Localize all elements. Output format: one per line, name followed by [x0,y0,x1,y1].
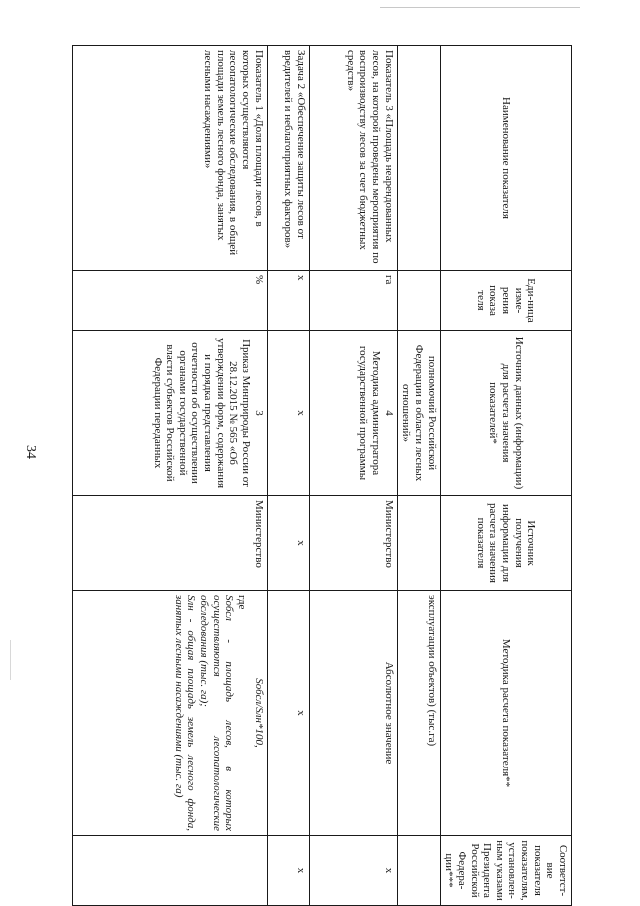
cell-compliance: х [267,836,309,906]
column-number: 3 [252,410,265,416]
header-method: Методика расчета показателя** [440,591,571,836]
cell-info-source: х [267,496,309,591]
method-variable-s2: Sлн - общая площадь земель лесного фонда, занятых лесными насаждениями (тыс. га) [172,595,198,831]
cell-name: Задача 2 «Обеспечение защиты лесов от вредителей и неблагоприятных факторов» [267,46,309,271]
cell-compliance [73,836,268,906]
header-unit: Еди-ница изме-рения показа теля [440,271,571,331]
header-name: Наименование показателя [440,46,571,271]
table-row [397,46,440,906]
cell-source-data: полномочий Российской Федерации в области лесных отношений» [397,331,440,496]
cell-compliance: х [309,836,397,906]
header-source-data: Источник данных (информации) для расчета значения показателей* [440,331,571,496]
method-formula: Sобсл/Sлн*100, [252,678,265,748]
cell-unit: х [267,271,309,331]
cell-name [397,46,440,271]
method-where: где [236,595,249,610]
indicators-table [72,45,572,906]
source-data-text: Методика администратора государственной программы [357,345,383,481]
cell-compliance [397,836,440,906]
scan-artifact-line [10,640,11,680]
cell-method [73,591,268,836]
table-row [267,46,309,906]
header-compliance: Соответст-вие показателя показателям, установлен-ным указами Президента Российской Федера-ции*** [440,836,571,906]
cell-info-source: Министерство [309,496,397,591]
cell-source-data: х [267,331,309,496]
cell-unit: га [309,271,397,331]
scan-artifact-line [380,7,580,8]
source-data-text: Приказ Минприроды России от 28.12.2015 № 565 «Об утверждении форм, содержания и порядка представления отчетности об осуществлении органами государственной власти субъектов Российской Федерации переданных [151,337,253,489]
table-row [73,46,268,906]
page-number: 34 [23,445,38,459]
cell-method: эксплуатации объектов) (тыс.га) [397,591,440,836]
cell-info-source: Министерство [73,496,268,591]
cell-method: х [267,591,309,836]
cell-info-source [397,496,440,591]
column-number: 4 [382,410,395,416]
method-variable-s1: Sобсл - площадь лесов, в которых осуществляются лесопатологические обследования (тыс. га); [198,595,236,831]
header-info-source: Источник получения информации для расчета значения показателя [440,496,571,591]
cell-name: Показатель 3 «Площадь неарендованных лесов, на которой проведены мероприятия по воспроизводству лесов за счет бюджетных средств» [309,46,397,271]
table-row [309,46,397,906]
cell-source-data [73,331,268,496]
cell-source-data [309,331,397,496]
cell-unit [397,271,440,331]
table-header-row [440,46,571,906]
cell-method: Абсолютное значение [309,591,397,836]
cell-name: Показатель 1 «Доля площади лесов, в которых осуществляются лесопатологические обследования, в общей площади земель лесного фонда, занятых лесными насаждениями» [73,46,268,271]
rotated-table-container [72,45,572,905]
cell-unit: % [73,271,268,331]
